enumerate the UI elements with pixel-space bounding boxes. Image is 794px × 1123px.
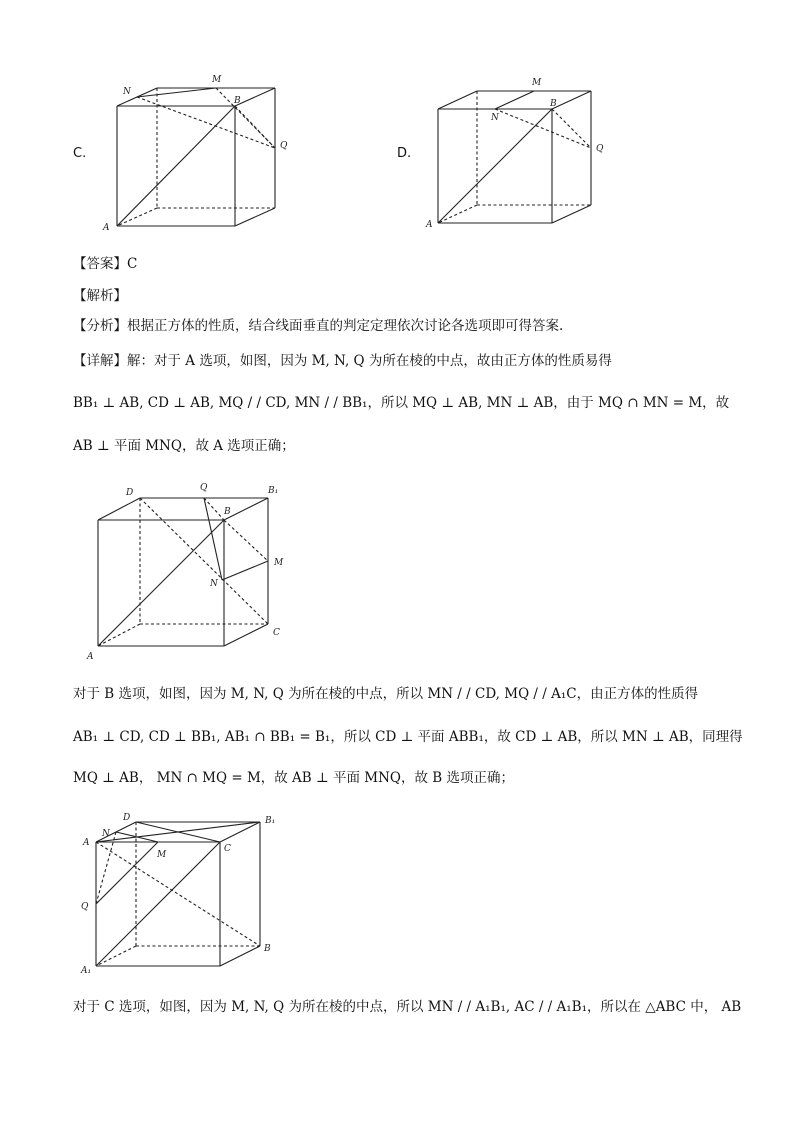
xiangjie-line-2: BB₁ ⊥ AB, CD ⊥ AB, MQ / / CD, MN / / BB₁，所以 MQ ⊥ AB, MN ⊥ AB，由于 MQ ∩ MN = M，故 (73, 395, 730, 411)
figb-label-q: Q (81, 902, 89, 912)
xiangjie-text-1: 解：对于 A 选项，如图，因为 M, N, Q 为所在棱的中点，故由正方体的性质易得 (127, 353, 612, 369)
figd-label-a: A (426, 220, 433, 230)
option-d-label: D. (397, 146, 412, 161)
figa-label-b: B (224, 507, 231, 517)
figd-label-m: M (532, 78, 542, 88)
figd-label-b: B (550, 99, 557, 109)
figa-label-m: M (274, 558, 284, 568)
xiangjie-line-1 (73, 351, 612, 371)
partb-line-2: AB₁ ⊥ CD, CD ⊥ BB₁, AB₁ ∩ BB₁ = B₁，所以 CD ⊥ 平面 ABB₁，故 CD ⊥ AB，所以 MN ⊥ AB，同理得 (73, 729, 743, 745)
figa-label-d: D (126, 488, 134, 498)
figa-label-a: A (87, 652, 94, 662)
option-c-cube-figure (95, 70, 305, 240)
xiangjie-line-3: AB ⊥ 平面 MNQ，故 A 选项正确； (73, 438, 295, 454)
figb-label-m: M (157, 850, 167, 860)
figb-label-n: N (102, 829, 110, 839)
fenxi-line (73, 316, 563, 336)
figc-label-n: N (123, 87, 131, 97)
partb-line-1: 对于 B 选项，如图，因为 M, N, Q 为所在棱的中点，所以 MN / / CD, MQ / / A₁C，由正方体的性质得 (73, 686, 699, 702)
figb-label-b: B (264, 944, 271, 954)
figc-label-q: Q (280, 141, 288, 151)
figa-label-b1: B₁ (268, 486, 279, 496)
option-d-cube-figure (420, 72, 620, 237)
option-a-cube-figure (82, 478, 297, 663)
analysis-tag: 【解析】 (73, 288, 127, 304)
figa-label-q: Q (200, 483, 208, 493)
option-b-cube-figure (76, 808, 286, 980)
figa-label-n: N (210, 579, 218, 589)
figc-label-m: M (212, 75, 222, 85)
partc-line-1: 对于 C 选项，如图，因为 M, N, Q 为所在棱的中点，所以 MN / / A₁B₁, AC / / A₁B₁，所以在 △ABC 中， AB (73, 999, 742, 1015)
answer-line (73, 254, 137, 274)
option-c-label: C. (73, 146, 87, 161)
answer-value: C (127, 256, 138, 272)
fenxi-tag: 【分析】 (73, 318, 127, 334)
figb-label-d: D (123, 813, 131, 823)
figc-label-b: B (234, 96, 241, 106)
figb-label-c: C (224, 844, 231, 854)
fenxi-text: 根据正方体的性质，结合线面垂直的判定定理依次讨论各选项即可得答案. (127, 318, 564, 334)
figb-label-a: A (83, 838, 90, 848)
figa-label-c: C (273, 628, 280, 638)
figb-label-a1: A₁ (81, 966, 92, 976)
answer-tag: 【答案】 (73, 256, 127, 272)
figb-label-b1: B₁ (265, 816, 276, 826)
figd-label-n: N (491, 113, 499, 123)
figc-label-a: A (103, 223, 110, 233)
partb-line-3: MQ ⊥ AB， MN ∩ MQ = M，故 AB ⊥ 平面 MNQ，故 B 选项正确； (73, 770, 515, 786)
figd-label-q: Q (596, 144, 604, 154)
xiangjie-tag: 【详解】 (73, 353, 127, 369)
